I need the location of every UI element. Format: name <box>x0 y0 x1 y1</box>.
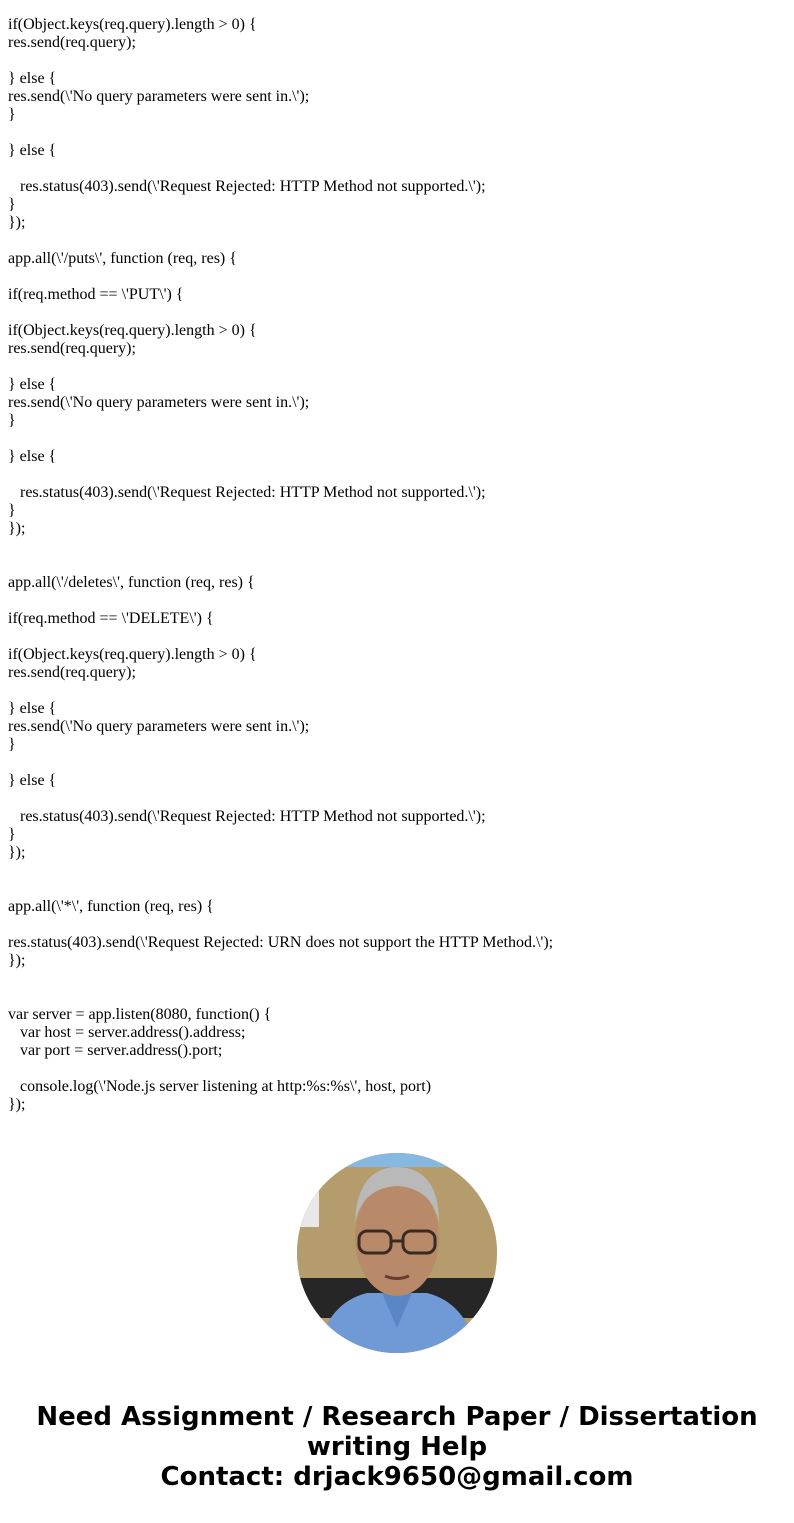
code-line: if(Object.keys(req.query).length > 0) { <box>8 646 257 663</box>
avatar <box>297 1153 497 1353</box>
code-line: if(Object.keys(req.query).length > 0) { <box>8 16 257 33</box>
code-line <box>8 160 553 178</box>
code-line <box>8 592 553 610</box>
code-line: } else { <box>8 772 57 789</box>
code-line: } <box>8 412 16 429</box>
code-line: }); <box>8 952 26 969</box>
code-line: if(Object.keys(req.query).length > 0) { <box>8 322 257 339</box>
code-line <box>8 232 553 250</box>
code-line: res.send(req.query); <box>8 340 136 357</box>
code-line <box>8 1060 553 1078</box>
code-line <box>8 358 553 376</box>
code-line: var port = server.address().port; <box>8 1042 223 1059</box>
code-line <box>8 970 553 988</box>
code-line: res.send(\'No query parameters were sent in.\'); <box>8 394 310 411</box>
code-line <box>8 430 553 448</box>
code-line <box>8 880 553 898</box>
code-line: } <box>8 502 16 519</box>
code-line: } else { <box>8 448 57 465</box>
code-line <box>8 466 553 484</box>
code-line <box>8 556 553 574</box>
code-line: }); <box>8 214 26 231</box>
code-line: var server = app.listen(8080, function() { <box>8 1006 272 1023</box>
code-line: app.all(\'/puts\', function (req, res) { <box>8 250 237 267</box>
code-line <box>8 916 553 934</box>
code-line <box>8 304 553 322</box>
code-line: }); <box>8 520 26 537</box>
code-line: app.all(\'/deletes\', function (req, res) { <box>8 574 255 591</box>
code-line: res.status(403).send(\'Request Rejected: HTTP Method not supported.\'); <box>8 808 486 825</box>
code-line: if(req.method == \'DELETE\') { <box>8 610 214 627</box>
code-line: console.log(\'Node.js server listening at http:%s:%s\', host, port) <box>8 1078 432 1095</box>
promo-banner <box>0 1402 794 1492</box>
code-line <box>8 538 553 556</box>
code-line: res.send(\'No query parameters were sent in.\'); <box>8 88 310 105</box>
code-line <box>8 988 553 1006</box>
code-line: } else { <box>8 376 57 393</box>
code-line: }); <box>8 844 26 861</box>
code-line: } <box>8 736 16 753</box>
code-line: app.all(\'*\', function (req, res) { <box>8 898 214 915</box>
code-line: var host = server.address().address; <box>8 1024 246 1041</box>
code-line: res.status(403).send(\'Request Rejected: URN does not support the HTTP Method.\'); <box>8 934 554 951</box>
code-line: } <box>8 826 16 843</box>
code-line <box>8 124 553 142</box>
code-line <box>8 628 553 646</box>
code-line <box>8 862 553 880</box>
code-line: res.send(\'No query parameters were sent in.\'); <box>8 718 310 735</box>
code-line: } <box>8 196 16 213</box>
promo-headline: Need Assignment / Research Paper / Dissertation <box>36 1402 758 1432</box>
code-line: res.send(req.query); <box>8 34 136 51</box>
code-line: } <box>8 106 16 123</box>
code-line <box>8 682 553 700</box>
code-line: } else { <box>8 70 57 87</box>
code-line <box>8 268 553 286</box>
portrait-image <box>297 1153 497 1353</box>
code-line: res.status(403).send(\'Request Rejected: HTTP Method not supported.\'); <box>8 178 486 195</box>
code-line: res.send(req.query); <box>8 664 136 681</box>
code-line <box>8 52 553 70</box>
code-line <box>8 790 553 808</box>
code-line: } else { <box>8 700 57 717</box>
contact-email: Contact: drjack9650@gmail.com <box>160 1462 634 1492</box>
code-line <box>8 754 553 772</box>
code-line: }); <box>8 1096 26 1113</box>
promo-subheadline: writing Help <box>306 1432 488 1462</box>
code-block <box>8 16 553 1114</box>
code-line: } else { <box>8 142 57 159</box>
code-line: if(req.method == \'PUT\') { <box>8 286 184 303</box>
code-line: res.status(403).send(\'Request Rejected: HTTP Method not supported.\'); <box>8 484 486 501</box>
